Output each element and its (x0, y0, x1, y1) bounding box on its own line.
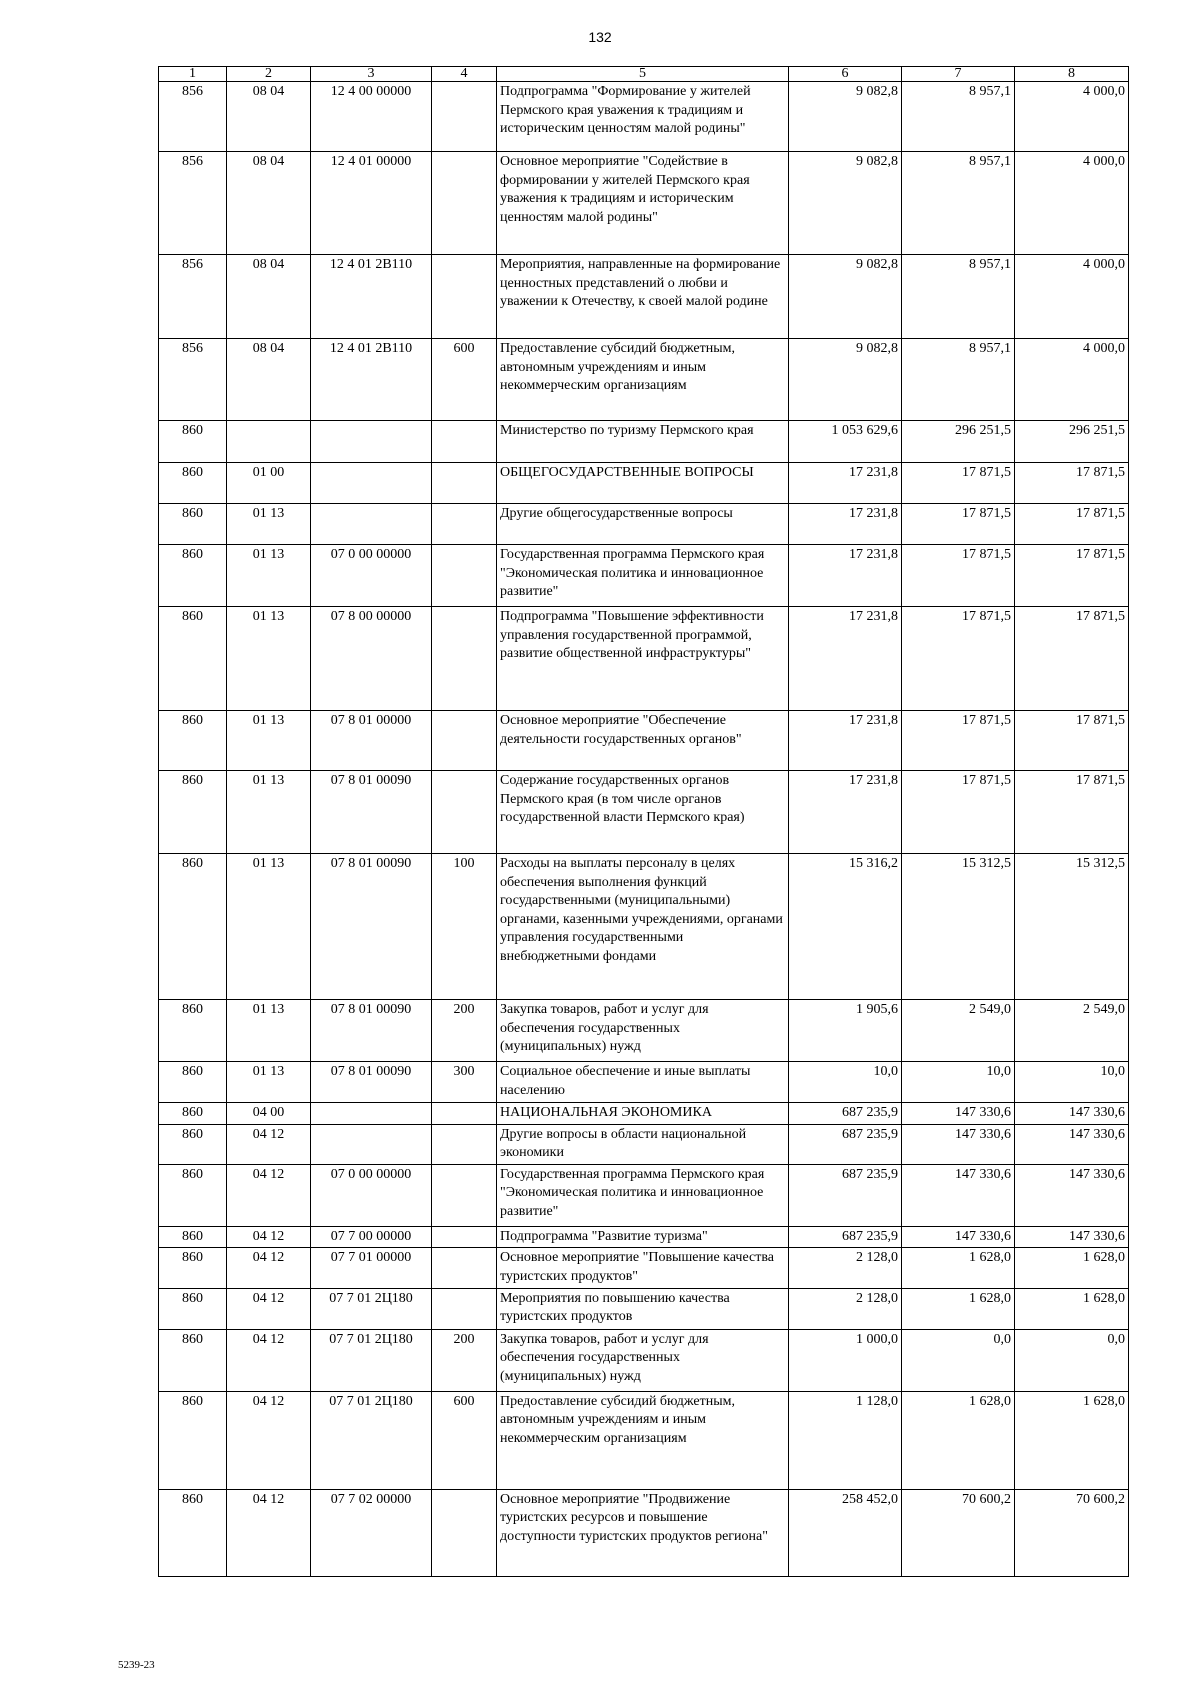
target-article-code (311, 463, 432, 504)
section-code: 04 12 (227, 1489, 311, 1576)
target-article-code: 12 4 01 2В110 (311, 339, 432, 421)
section-code: 04 12 (227, 1124, 311, 1164)
target-article-code (311, 1103, 432, 1125)
amount-col-6: 9 082,8 (789, 339, 902, 421)
amount-col-8: 4 000,0 (1015, 339, 1129, 421)
ministry-code: 860 (159, 771, 227, 854)
amount-col-7: 70 600,2 (902, 1489, 1015, 1576)
amount-col-8: 147 330,6 (1015, 1164, 1129, 1226)
section-code: 04 12 (227, 1391, 311, 1489)
section-code: 01 13 (227, 1000, 311, 1062)
ministry-code: 860 (159, 421, 227, 463)
amount-col-7: 147 330,6 (902, 1164, 1015, 1226)
amount-col-7: 17 871,5 (902, 463, 1015, 504)
expense-type-code (432, 1164, 497, 1226)
ministry-code: 860 (159, 1062, 227, 1103)
amount-col-7: 147 330,6 (902, 1124, 1015, 1164)
table-row (159, 771, 1129, 854)
amount-col-8: 4 000,0 (1015, 255, 1129, 339)
ministry-code: 860 (159, 545, 227, 607)
amount-col-8: 0,0 (1015, 1329, 1129, 1391)
ministry-code: 860 (159, 1000, 227, 1062)
expense-type-code (432, 1103, 497, 1125)
ministry-code: 860 (159, 607, 227, 711)
expense-type-code (432, 1124, 497, 1164)
item-name: Предоставление субсидий бюджетным, автономным учреждениям и иным некоммерческим организациям (497, 339, 789, 421)
target-article-code: 07 7 01 2Ц180 (311, 1288, 432, 1329)
column-header-6: 6 (789, 67, 902, 82)
target-article-code (311, 1124, 432, 1164)
target-article-code: 07 8 01 00000 (311, 711, 432, 771)
expense-type-code (432, 607, 497, 711)
ministry-code: 860 (159, 1489, 227, 1576)
item-name: Подпрограмма "Развитие туризма" (497, 1226, 789, 1248)
amount-col-6: 17 231,8 (789, 463, 902, 504)
ministry-code: 860 (159, 1248, 227, 1288)
amount-col-6: 15 316,2 (789, 854, 902, 1000)
expense-type-code (432, 255, 497, 339)
amount-col-7: 17 871,5 (902, 771, 1015, 854)
table-row (159, 1391, 1129, 1489)
section-code (227, 421, 311, 463)
column-header-1: 1 (159, 67, 227, 82)
section-code: 04 12 (227, 1288, 311, 1329)
amount-col-8: 17 871,5 (1015, 711, 1129, 771)
amount-col-7: 296 251,5 (902, 421, 1015, 463)
ministry-code: 860 (159, 1329, 227, 1391)
ministry-code: 860 (159, 1164, 227, 1226)
item-name: Мероприятия, направленные на формирование ценностных представлений о любви и уважении к Отечеству, к своей малой родине (497, 255, 789, 339)
amount-col-6: 17 231,8 (789, 711, 902, 771)
item-name: Закупка товаров, работ и услуг для обеспечения государственных (муниципальных) нужд (497, 1000, 789, 1062)
target-article-code: 12 4 01 00000 (311, 152, 432, 255)
ministry-code: 860 (159, 504, 227, 545)
amount-col-6: 1 000,0 (789, 1329, 902, 1391)
item-name: Подпрограмма "Повышение эффективности управления государственной программой, развитие общественной инфраструктуры" (497, 607, 789, 711)
expense-type-code: 200 (432, 1329, 497, 1391)
amount-col-7: 15 312,5 (902, 854, 1015, 1000)
amount-col-7: 17 871,5 (902, 545, 1015, 607)
amount-col-8: 147 330,6 (1015, 1103, 1129, 1125)
amount-col-8: 17 871,5 (1015, 771, 1129, 854)
expense-type-code (432, 421, 497, 463)
table-row (159, 1164, 1129, 1226)
target-article-code: 07 0 00 00000 (311, 545, 432, 607)
section-code: 08 04 (227, 82, 311, 152)
amount-col-7: 10,0 (902, 1062, 1015, 1103)
target-article-code: 07 8 01 00090 (311, 1000, 432, 1062)
ministry-code: 856 (159, 255, 227, 339)
column-header-8: 8 (1015, 67, 1129, 82)
section-code: 08 04 (227, 255, 311, 339)
amount-col-6: 687 235,9 (789, 1124, 902, 1164)
ministry-code: 860 (159, 1103, 227, 1125)
expense-type-code (432, 504, 497, 545)
column-header-4: 4 (432, 67, 497, 82)
item-name: Другие общегосударственные вопросы (497, 504, 789, 545)
section-code: 04 12 (227, 1329, 311, 1391)
target-article-code: 07 7 01 2Ц180 (311, 1391, 432, 1489)
ministry-code: 860 (159, 1391, 227, 1489)
amount-col-8: 1 628,0 (1015, 1288, 1129, 1329)
item-name: НАЦИОНАЛЬНАЯ ЭКОНОМИКА (497, 1103, 789, 1125)
target-article-code: 07 7 00 00000 (311, 1226, 432, 1248)
amount-col-8: 17 871,5 (1015, 504, 1129, 545)
amount-col-7: 0,0 (902, 1329, 1015, 1391)
amount-col-8: 17 871,5 (1015, 463, 1129, 504)
item-name: Предоставление субсидий бюджетным, автономным учреждениям и иным некоммерческим организациям (497, 1391, 789, 1489)
section-code: 01 00 (227, 463, 311, 504)
amount-col-8: 2 549,0 (1015, 1000, 1129, 1062)
section-code: 04 12 (227, 1248, 311, 1288)
expense-type-code: 300 (432, 1062, 497, 1103)
amount-col-7: 147 330,6 (902, 1226, 1015, 1248)
budget-table (158, 66, 1129, 1577)
amount-col-7: 17 871,5 (902, 607, 1015, 711)
amount-col-7: 2 549,0 (902, 1000, 1015, 1062)
expense-type-code (432, 1226, 497, 1248)
item-name: Министерство по туризму Пермского края (497, 421, 789, 463)
table-row (159, 339, 1129, 421)
column-header-3: 3 (311, 67, 432, 82)
amount-col-6: 1 128,0 (789, 1391, 902, 1489)
amount-col-6: 9 082,8 (789, 82, 902, 152)
amount-col-8: 15 312,5 (1015, 854, 1129, 1000)
item-name: Подпрограмма "Формирование у жителей Пермского края уважения к традициям и историческим ценностям малой родины" (497, 82, 789, 152)
item-name: Основное мероприятие "Обеспечение деятельности государственных органов" (497, 711, 789, 771)
section-code: 01 13 (227, 545, 311, 607)
item-name: Содержание государственных органов Пермского края (в том числе органов государственной власти Пермского края) (497, 771, 789, 854)
amount-col-7: 147 330,6 (902, 1103, 1015, 1125)
expense-type-code: 600 (432, 1391, 497, 1489)
expense-type-code (432, 1288, 497, 1329)
amount-col-7: 1 628,0 (902, 1288, 1015, 1329)
amount-col-6: 687 235,9 (789, 1164, 902, 1226)
section-code: 01 13 (227, 607, 311, 711)
expense-type-code (432, 152, 497, 255)
section-code: 04 12 (227, 1226, 311, 1248)
amount-col-7: 8 957,1 (902, 82, 1015, 152)
amount-col-6: 9 082,8 (789, 152, 902, 255)
amount-col-6: 2 128,0 (789, 1248, 902, 1288)
target-article-code: 07 0 00 00000 (311, 1164, 432, 1226)
item-name: Государственная программа Пермского края "Экономическая политика и инновационное развитие" (497, 545, 789, 607)
table-row (159, 1103, 1129, 1125)
amount-col-6: 9 082,8 (789, 255, 902, 339)
target-article-code (311, 421, 432, 463)
expense-type-code (432, 1248, 497, 1288)
amount-col-6: 1 053 629,6 (789, 421, 902, 463)
target-article-code: 07 8 01 00090 (311, 771, 432, 854)
amount-col-7: 1 628,0 (902, 1391, 1015, 1489)
item-name: Социальное обеспечение и иные выплаты населению (497, 1062, 789, 1103)
item-name: ОБЩЕГОСУДАРСТВЕННЫЕ ВОПРОСЫ (497, 463, 789, 504)
amount-col-6: 687 235,9 (789, 1103, 902, 1125)
target-article-code (311, 504, 432, 545)
item-name: Закупка товаров, работ и услуг для обеспечения государственных (муниципальных) нужд (497, 1329, 789, 1391)
amount-col-6: 687 235,9 (789, 1226, 902, 1248)
amount-col-6: 2 128,0 (789, 1288, 902, 1329)
page-number: 132 (588, 29, 612, 45)
amount-col-7: 1 628,0 (902, 1248, 1015, 1288)
ministry-code: 856 (159, 339, 227, 421)
section-code: 01 13 (227, 711, 311, 771)
expense-type-code: 600 (432, 339, 497, 421)
expense-type-code (432, 1489, 497, 1576)
amount-col-7: 8 957,1 (902, 255, 1015, 339)
section-code: 01 13 (227, 504, 311, 545)
amount-col-6: 1 905,6 (789, 1000, 902, 1062)
ministry-code: 860 (159, 854, 227, 1000)
amount-col-6: 17 231,8 (789, 771, 902, 854)
ministry-code: 860 (159, 711, 227, 771)
section-code: 01 13 (227, 771, 311, 854)
ministry-code: 860 (159, 1226, 227, 1248)
ministry-code: 856 (159, 152, 227, 255)
amount-col-8: 147 330,6 (1015, 1226, 1129, 1248)
amount-col-8: 70 600,2 (1015, 1489, 1129, 1576)
table-row (159, 1329, 1129, 1391)
amount-col-6: 10,0 (789, 1062, 902, 1103)
item-name: Основное мероприятие "Содействие в формировании у жителей Пермского края уважения к традициям и историческим ценностям малой родины" (497, 152, 789, 255)
target-article-code: 07 8 00 00000 (311, 607, 432, 711)
table-row (159, 504, 1129, 545)
expense-type-code (432, 711, 497, 771)
table-row (159, 1062, 1129, 1103)
table-row (159, 1288, 1129, 1329)
amount-col-8: 17 871,5 (1015, 607, 1129, 711)
amount-col-8: 296 251,5 (1015, 421, 1129, 463)
section-code: 04 00 (227, 1103, 311, 1125)
document-code: 5239-23 (118, 1659, 155, 1671)
section-code: 04 12 (227, 1164, 311, 1226)
amount-col-8: 147 330,6 (1015, 1124, 1129, 1164)
table-row (159, 255, 1129, 339)
ministry-code: 860 (159, 463, 227, 504)
expense-type-code (432, 545, 497, 607)
item-name: Основное мероприятие "Повышение качества туристских продуктов" (497, 1248, 789, 1288)
section-code: 01 13 (227, 854, 311, 1000)
table-row (159, 82, 1129, 152)
amount-col-8: 1 628,0 (1015, 1248, 1129, 1288)
amount-col-8: 4 000,0 (1015, 152, 1129, 255)
section-code: 08 04 (227, 152, 311, 255)
column-header-5: 5 (497, 67, 789, 82)
table-row (159, 711, 1129, 771)
table-row (159, 1124, 1129, 1164)
amount-col-7: 8 957,1 (902, 152, 1015, 255)
column-number-row (159, 67, 1129, 82)
column-header-2: 2 (227, 67, 311, 82)
target-article-code: 07 8 01 00090 (311, 1062, 432, 1103)
table-row (159, 1226, 1129, 1248)
target-article-code: 07 7 01 00000 (311, 1248, 432, 1288)
amount-col-8: 10,0 (1015, 1062, 1129, 1103)
ministry-code: 856 (159, 82, 227, 152)
target-article-code: 12 4 01 2В110 (311, 255, 432, 339)
target-article-code: 12 4 00 00000 (311, 82, 432, 152)
amount-col-7: 8 957,1 (902, 339, 1015, 421)
table-row (159, 421, 1129, 463)
item-name: Мероприятия по повышению качества туристских продуктов (497, 1288, 789, 1329)
table-row (159, 152, 1129, 255)
amount-col-6: 17 231,8 (789, 504, 902, 545)
amount-col-6: 17 231,8 (789, 607, 902, 711)
amount-col-6: 258 452,0 (789, 1489, 902, 1576)
item-name: Основное мероприятие "Продвижение туристских ресурсов и повышение доступности туристских продуктов региона" (497, 1489, 789, 1576)
expense-type-code (432, 463, 497, 504)
amount-col-7: 17 871,5 (902, 504, 1015, 545)
table-row (159, 545, 1129, 607)
target-article-code: 07 7 01 2Ц180 (311, 1329, 432, 1391)
section-code: 01 13 (227, 1062, 311, 1103)
amount-col-8: 17 871,5 (1015, 545, 1129, 607)
amount-col-6: 17 231,8 (789, 545, 902, 607)
column-header-7: 7 (902, 67, 1015, 82)
target-article-code: 07 7 02 00000 (311, 1489, 432, 1576)
amount-col-8: 1 628,0 (1015, 1391, 1129, 1489)
item-name: Другие вопросы в области национальной экономики (497, 1124, 789, 1164)
table-row (159, 1000, 1129, 1062)
expense-type-code: 100 (432, 854, 497, 1000)
expense-type-code: 200 (432, 1000, 497, 1062)
ministry-code: 860 (159, 1288, 227, 1329)
expense-type-code (432, 82, 497, 152)
item-name: Расходы на выплаты персоналу в целях обеспечения выполнения функций государственными (муниципальными) органами, казенными учреждениями, органами управления государственными внебюджетными фондами (497, 854, 789, 1000)
item-name: Государственная программа Пермского края "Экономическая политика и инновационное развитие" (497, 1164, 789, 1226)
table-row (159, 463, 1129, 504)
section-code: 08 04 (227, 339, 311, 421)
table-row (159, 1248, 1129, 1288)
ministry-code: 860 (159, 1124, 227, 1164)
amount-col-8: 4 000,0 (1015, 82, 1129, 152)
amount-col-7: 17 871,5 (902, 711, 1015, 771)
table-row (159, 854, 1129, 1000)
target-article-code: 07 8 01 00090 (311, 854, 432, 1000)
table-row (159, 607, 1129, 711)
expense-type-code (432, 771, 497, 854)
table-row (159, 1489, 1129, 1576)
